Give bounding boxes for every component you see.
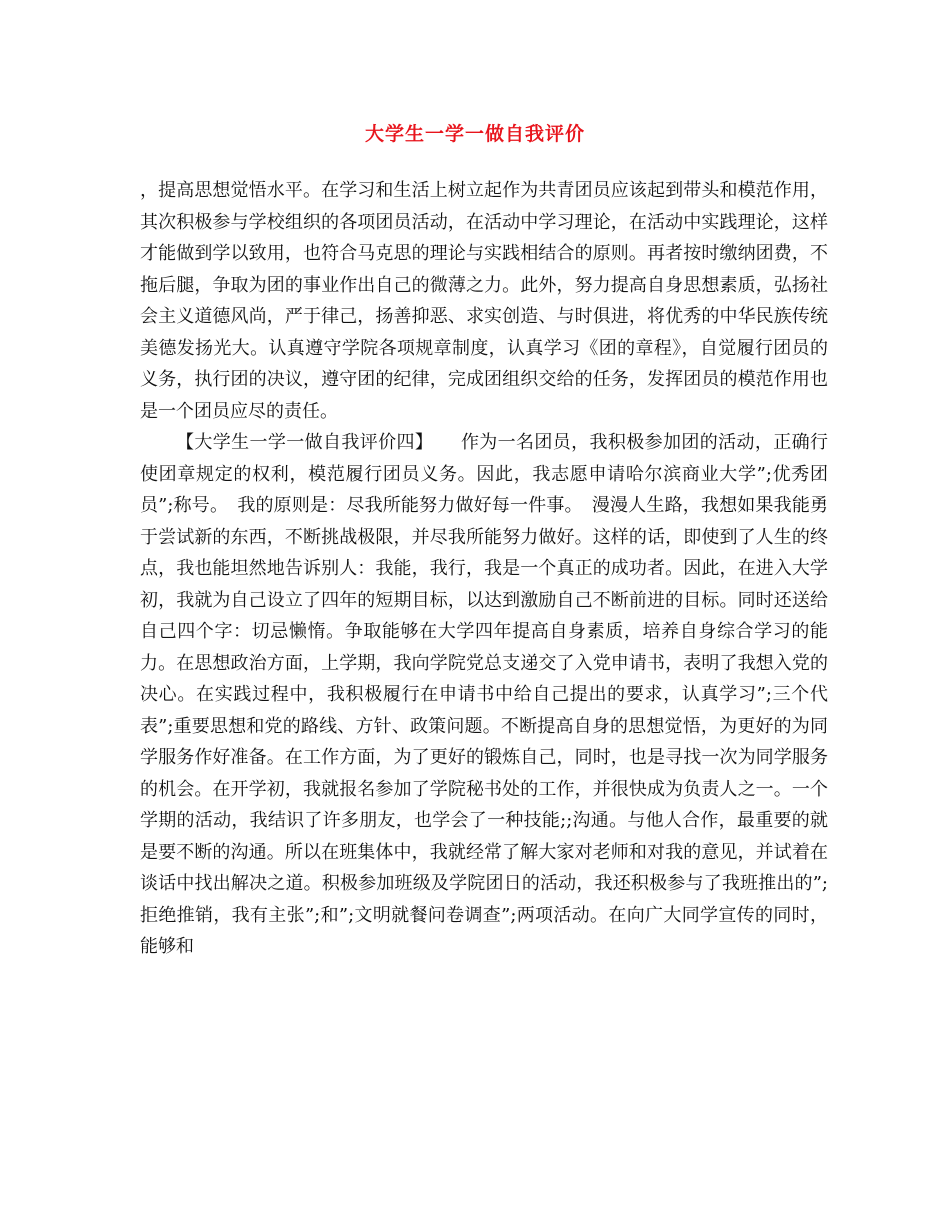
document-title: 大学生一学一做自我评价 [364,123,585,145]
document-body [140,175,828,963]
body-paragraph-1: ，提高思想觉悟水平。在学习和生活上树立起作为共青团员应该起到带头和模范作用，其次积极参与学校组织的各项团员活动，在活动中学习理论，在活动中实践理论，这样才能做到学以致用，也符合马克思的理论与实践相结合的原则。再者按时缴纳团费，不拖后腿，争取为团的事业作出自己的微薄之力。此外，努力提高自身思想素质，弘扬社会主义道德风尚，严于律己，扬善抑恶、求实创造、与时俱进，将优秀的中华民族传统美德发扬光大。认真遵守学院各项规章制度，认真学习《团的章程》，自觉履行团员的义务，执行团的决议，遵守团的纪律，完成团组织交给的任务，发挥团员的模范作用也是一个团员应尽的责任。 [140,180,828,422]
body-paragraph-2: 【大学生一学一做自我评价四】 作为一名团员，我积极参加团的活动，正确行使团章规定的权利，模范履行团员义务。因此，我志愿申请哈尔滨商业大学”;优秀团员”;称号。 我的原则是：尽我所能努力做好每一件事。 漫漫人生路，我想如果我能勇于尝试新的东西，不断挑战极限，并尽我所能努力做好。这样的话，即使到了人生的终点，我也能坦然地告诉别人：我能，我行，我是一个真正的成功者。因此，在进入大学初，我就为自己设立了四年的短期目标，以达到激励自己不断前进的目标。同时还送给自己四个字：切忌懒惰。争取能够在大学四年提高自身素质，培养自身综合学习的能力。在思想政治方面，上学期，我向学院党总支递交了入党申请书，表明了我想入党的决心。在实践过程中，我积极履行在申请书中给自己提出的要求，认真学习”;三个代表”;重要思想和党的路线、方针、政策问题。不断提高自身的思想觉悟，为更好的为同学服务作好准备。在工作方面，为了更好的锻炼自己，同时，也是寻找一次为同学服务的机会。在开学初，我就报名参加了学院秘书处的工作，并很快成为负责人之一。一个学期的活动，我结识了许多朋友，也学会了一种技能;;沟通。与他人合作，最重要的就是要不断的沟通。所以在班集体中，我就经常了解大家对老师和对我的意见，并试着在谈话中找出解决之道。积极参加班级及学院团日的活动，我还积极参与了我班推出的”;拒绝推销，我有主张”;和”;文明就餐问卷调查”;两项活动。在向广大同学宣传的同时，能够和 [140,432,828,957]
